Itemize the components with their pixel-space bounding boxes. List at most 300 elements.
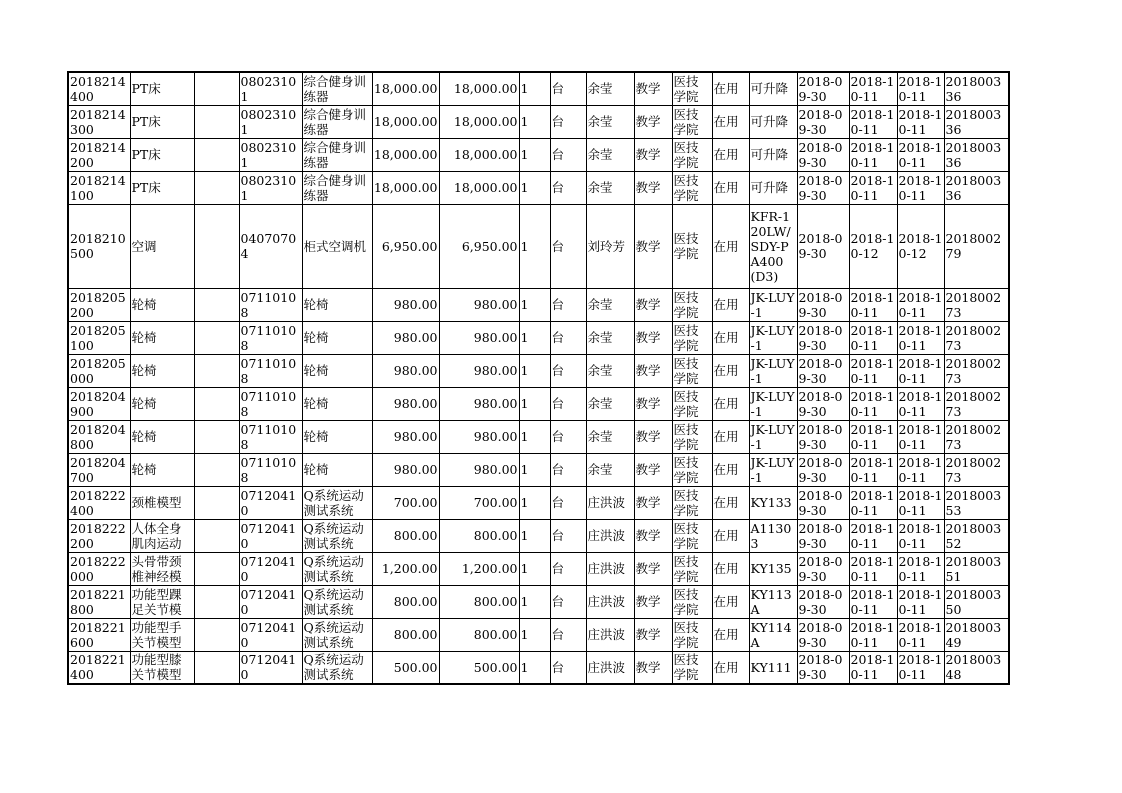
custodian-cell: 余莹 xyxy=(586,288,634,321)
asset-id-cell: 2018204700 xyxy=(68,453,130,486)
model-cell: 可升降 xyxy=(749,138,797,171)
table-row xyxy=(68,354,1009,387)
asset-name-cell: 颈椎模型 xyxy=(130,486,194,519)
record-date-cell: 2018-10-12 xyxy=(897,204,944,288)
unit-cell: 台 xyxy=(550,585,586,618)
asset-table-body xyxy=(68,72,1009,684)
unit-cell: 台 xyxy=(550,552,586,585)
status-cell: 在用 xyxy=(712,453,749,486)
category-name-cell: 轮椅 xyxy=(302,354,372,387)
status-cell: 在用 xyxy=(712,486,749,519)
total-price-cell: 980.00 xyxy=(439,354,519,387)
status-cell: 在用 xyxy=(712,651,749,684)
category-code-cell: 04070704 xyxy=(239,204,302,288)
table-row xyxy=(68,138,1009,171)
asset-id-cell: 2018214100 xyxy=(68,171,130,204)
usage-cell: 教学 xyxy=(634,105,672,138)
table-row xyxy=(68,387,1009,420)
blank-cell xyxy=(194,651,239,684)
document-no-cell: 201800273 xyxy=(944,453,1009,486)
custodian-cell: 庄洪波 xyxy=(586,585,634,618)
category-name-cell: 综合健身训练器 xyxy=(302,105,372,138)
quantity-cell: 1 xyxy=(519,519,550,552)
quantity-cell: 1 xyxy=(519,204,550,288)
blank-cell xyxy=(194,321,239,354)
custodian-cell: 余莹 xyxy=(586,138,634,171)
model-cell: KY111 xyxy=(749,651,797,684)
asset-id-cell: 2018214200 xyxy=(68,138,130,171)
category-code-cell: 07120410 xyxy=(239,651,302,684)
document-no-cell: 201800273 xyxy=(944,420,1009,453)
usage-cell: 教学 xyxy=(634,387,672,420)
usage-cell: 教学 xyxy=(634,585,672,618)
category-name-cell: Q系统运动测试系统 xyxy=(302,552,372,585)
category-code-cell: 08023101 xyxy=(239,138,302,171)
category-name-cell: Q系统运动测试系统 xyxy=(302,585,372,618)
usage-cell: 教学 xyxy=(634,486,672,519)
unit-price-cell: 700.00 xyxy=(372,486,439,519)
usage-cell: 教学 xyxy=(634,321,672,354)
department-cell: 医技学院 xyxy=(672,204,712,288)
blank-cell xyxy=(194,171,239,204)
asset-id-cell: 2018221600 xyxy=(68,618,130,651)
total-price-cell: 6,950.00 xyxy=(439,204,519,288)
total-price-cell: 18,000.00 xyxy=(439,72,519,105)
unit-price-cell: 1,200.00 xyxy=(372,552,439,585)
category-code-cell: 07120410 xyxy=(239,618,302,651)
unit-cell: 台 xyxy=(550,387,586,420)
purchase-date-cell: 2018-09-30 xyxy=(797,420,849,453)
category-code-cell: 07110108 xyxy=(239,354,302,387)
model-cell: A11303 xyxy=(749,519,797,552)
purchase-date-cell: 2018-09-30 xyxy=(797,321,849,354)
document-no-cell: 201800336 xyxy=(944,105,1009,138)
category-code-cell: 07110108 xyxy=(239,420,302,453)
custodian-cell: 余莹 xyxy=(586,453,634,486)
document-no-cell: 201800273 xyxy=(944,387,1009,420)
table-row xyxy=(68,552,1009,585)
purchase-date-cell: 2018-09-30 xyxy=(797,387,849,420)
purchase-date-cell: 2018-09-30 xyxy=(797,486,849,519)
document-no-cell: 201800273 xyxy=(944,288,1009,321)
status-cell: 在用 xyxy=(712,288,749,321)
quantity-cell: 1 xyxy=(519,585,550,618)
entry-date-cell: 2018-10-11 xyxy=(849,420,897,453)
quantity-cell: 1 xyxy=(519,420,550,453)
blank-cell xyxy=(194,519,239,552)
entry-date-cell: 2018-10-11 xyxy=(849,387,897,420)
purchase-date-cell: 2018-09-30 xyxy=(797,105,849,138)
unit-price-cell: 800.00 xyxy=(372,519,439,552)
category-name-cell: 综合健身训练器 xyxy=(302,72,372,105)
table-row xyxy=(68,420,1009,453)
document-no-cell: 201800279 xyxy=(944,204,1009,288)
quantity-cell: 1 xyxy=(519,618,550,651)
table-row xyxy=(68,486,1009,519)
blank-cell xyxy=(194,420,239,453)
usage-cell: 教学 xyxy=(634,453,672,486)
unit-price-cell: 980.00 xyxy=(372,288,439,321)
model-cell: JK-LUY-1 xyxy=(749,420,797,453)
status-cell: 在用 xyxy=(712,585,749,618)
department-cell: 医技学院 xyxy=(672,585,712,618)
quantity-cell: 1 xyxy=(519,354,550,387)
usage-cell: 教学 xyxy=(634,519,672,552)
category-code-cell: 08023101 xyxy=(239,171,302,204)
quantity-cell: 1 xyxy=(519,321,550,354)
asset-name-cell: 空调 xyxy=(130,204,194,288)
asset-id-cell: 2018222200 xyxy=(68,519,130,552)
asset-id-cell: 2018214300 xyxy=(68,105,130,138)
asset-name-cell: 轮椅 xyxy=(130,453,194,486)
category-name-cell: 轮椅 xyxy=(302,420,372,453)
entry-date-cell: 2018-10-11 xyxy=(849,288,897,321)
department-cell: 医技学院 xyxy=(672,453,712,486)
quantity-cell: 1 xyxy=(519,288,550,321)
status-cell: 在用 xyxy=(712,420,749,453)
status-cell: 在用 xyxy=(712,105,749,138)
unit-price-cell: 980.00 xyxy=(372,387,439,420)
custodian-cell: 余莹 xyxy=(586,171,634,204)
purchase-date-cell: 2018-09-30 xyxy=(797,651,849,684)
category-code-cell: 07120410 xyxy=(239,519,302,552)
department-cell: 医技学院 xyxy=(672,420,712,453)
total-price-cell: 18,000.00 xyxy=(439,105,519,138)
asset-table xyxy=(67,71,1010,685)
blank-cell xyxy=(194,105,239,138)
purchase-date-cell: 2018-09-30 xyxy=(797,204,849,288)
department-cell: 医技学院 xyxy=(672,321,712,354)
record-date-cell: 2018-10-11 xyxy=(898,289,943,320)
quantity-cell: 1 xyxy=(519,552,550,585)
blank-cell xyxy=(194,486,239,519)
record-date-cell: 2018-10-11 xyxy=(898,454,943,485)
total-price-cell: 18,000.00 xyxy=(439,138,519,171)
model-cell: 可升降 xyxy=(749,105,797,138)
document-no-cell: 201800352 xyxy=(944,519,1009,552)
purchase-date-cell: 2018-09-30 xyxy=(797,288,849,321)
unit-price-cell: 980.00 xyxy=(372,321,439,354)
record-date-cell: 2018-10-11 xyxy=(898,172,943,203)
usage-cell: 教学 xyxy=(634,72,672,105)
total-price-cell: 980.00 xyxy=(439,420,519,453)
asset-name-cell: 轮椅 xyxy=(130,420,194,453)
blank-cell xyxy=(194,288,239,321)
table-row xyxy=(68,453,1009,486)
custodian-cell: 庄洪波 xyxy=(586,618,634,651)
department-cell: 医技学院 xyxy=(672,138,712,171)
asset-name-cell: 头骨带颈椎神经模 xyxy=(130,552,194,585)
blank-cell xyxy=(194,204,239,288)
category-code-cell: 08023101 xyxy=(239,105,302,138)
total-price-cell: 800.00 xyxy=(439,519,519,552)
entry-date-cell: 2018-10-11 xyxy=(849,486,897,519)
document-no-cell: 201800273 xyxy=(944,354,1009,387)
unit-cell: 台 xyxy=(550,288,586,321)
model-cell: KY135 xyxy=(749,552,797,585)
document-no-cell: 201800336 xyxy=(944,72,1009,105)
model-cell: 可升降 xyxy=(749,72,797,105)
asset-id-cell: 2018204900 xyxy=(68,387,130,420)
unit-cell: 台 xyxy=(550,420,586,453)
total-price-cell: 700.00 xyxy=(439,486,519,519)
unit-price-cell: 18,000.00 xyxy=(372,138,439,171)
quantity-cell: 1 xyxy=(519,651,550,684)
asset-id-cell: 2018221800 xyxy=(68,585,130,618)
category-code-cell: 08023101 xyxy=(239,72,302,105)
custodian-cell: 余莹 xyxy=(586,105,634,138)
table-row xyxy=(68,651,1009,684)
unit-price-cell: 18,000.00 xyxy=(372,72,439,105)
blank-cell xyxy=(194,552,239,585)
asset-name-cell: PT床 xyxy=(130,105,194,138)
model-cell: 可升降 xyxy=(749,171,797,204)
asset-name-cell: PT床 xyxy=(130,72,194,105)
usage-cell: 教学 xyxy=(634,138,672,171)
blank-cell xyxy=(194,585,239,618)
unit-cell: 台 xyxy=(550,105,586,138)
usage-cell: 教学 xyxy=(634,354,672,387)
status-cell: 在用 xyxy=(712,354,749,387)
department-cell: 医技学院 xyxy=(672,354,712,387)
category-name-cell: Q系统运动测试系统 xyxy=(302,486,372,519)
category-code-cell: 07120410 xyxy=(239,552,302,585)
category-name-cell: 轮椅 xyxy=(302,288,372,321)
entry-date-cell: 2018-10-11 xyxy=(849,585,897,618)
entry-date-cell: 2018-10-11 xyxy=(849,321,897,354)
record-date-cell: 2018-10-11 xyxy=(898,520,943,551)
total-price-cell: 980.00 xyxy=(439,453,519,486)
status-cell: 在用 xyxy=(712,618,749,651)
category-name-cell: 柜式空调机 xyxy=(302,204,372,288)
blank-cell xyxy=(194,72,239,105)
custodian-cell: 余莹 xyxy=(586,72,634,105)
usage-cell: 教学 xyxy=(634,552,672,585)
table-row xyxy=(68,321,1009,354)
department-cell: 医技学院 xyxy=(672,171,712,204)
status-cell: 在用 xyxy=(712,204,749,288)
entry-date-cell: 2018-10-11 xyxy=(849,138,897,171)
category-name-cell: 综合健身训练器 xyxy=(302,138,372,171)
blank-cell xyxy=(194,354,239,387)
total-price-cell: 800.00 xyxy=(439,585,519,618)
asset-id-cell: 2018221400 xyxy=(68,651,130,684)
record-date-cell: 2018-10-11 xyxy=(898,139,943,170)
record-date-cell: 2018-10-11 xyxy=(898,388,943,419)
category-name-cell: Q系统运动测试系统 xyxy=(302,618,372,651)
status-cell: 在用 xyxy=(712,321,749,354)
document-no-cell: 201800350 xyxy=(944,585,1009,618)
model-cell: KFR-120LW/SDY-PA400(D3) xyxy=(749,204,797,288)
table-row xyxy=(68,204,1009,288)
record-date-cell: 2018-10-11 xyxy=(898,652,943,683)
purchase-date-cell: 2018-09-30 xyxy=(797,171,849,204)
category-name-cell: 轮椅 xyxy=(302,453,372,486)
custodian-cell: 庄洪波 xyxy=(586,651,634,684)
category-code-cell: 07110108 xyxy=(239,321,302,354)
category-name-cell: 轮椅 xyxy=(302,321,372,354)
model-cell: KY114A xyxy=(749,618,797,651)
record-date-cell: 2018-10-11 xyxy=(898,619,943,650)
document-no-cell: 201800273 xyxy=(944,321,1009,354)
model-cell: JK-LUY-1 xyxy=(749,321,797,354)
category-code-cell: 07110108 xyxy=(239,387,302,420)
blank-cell xyxy=(194,138,239,171)
category-code-cell: 07120410 xyxy=(239,486,302,519)
usage-cell: 教学 xyxy=(634,204,672,288)
purchase-date-cell: 2018-09-30 xyxy=(797,138,849,171)
usage-cell: 教学 xyxy=(634,420,672,453)
document-no-cell: 201800336 xyxy=(944,171,1009,204)
asset-name-cell: PT床 xyxy=(130,138,194,171)
asset-id-cell: 2018210500 xyxy=(68,204,130,288)
document-no-cell: 201800351 xyxy=(944,552,1009,585)
usage-cell: 教学 xyxy=(634,618,672,651)
custodian-cell: 余莹 xyxy=(586,387,634,420)
department-cell: 医技学院 xyxy=(672,552,712,585)
purchase-date-cell: 2018-09-30 xyxy=(797,585,849,618)
unit-cell: 台 xyxy=(550,618,586,651)
unit-cell: 台 xyxy=(550,519,586,552)
unit-price-cell: 800.00 xyxy=(372,618,439,651)
status-cell: 在用 xyxy=(712,138,749,171)
blank-cell xyxy=(194,618,239,651)
entry-date-cell: 2018-10-11 xyxy=(849,519,897,552)
unit-price-cell: 6,950.00 xyxy=(372,204,439,288)
table-row xyxy=(68,105,1009,138)
entry-date-cell: 2018-10-11 xyxy=(849,105,897,138)
asset-name-cell: 轮椅 xyxy=(130,288,194,321)
custodian-cell: 庄洪波 xyxy=(586,486,634,519)
table-row xyxy=(68,519,1009,552)
asset-name-cell: 人体全身肌肉运动 xyxy=(130,519,194,552)
unit-cell: 台 xyxy=(550,138,586,171)
quantity-cell: 1 xyxy=(519,105,550,138)
category-code-cell: 07110108 xyxy=(239,453,302,486)
asset-id-cell: 2018205100 xyxy=(68,321,130,354)
asset-name-cell: 功能型膝关节模型 xyxy=(130,651,194,684)
category-name-cell: 轮椅 xyxy=(302,387,372,420)
asset-id-cell: 2018205000 xyxy=(68,354,130,387)
quantity-cell: 1 xyxy=(519,171,550,204)
department-cell: 医技学院 xyxy=(672,288,712,321)
total-price-cell: 1,200.00 xyxy=(439,552,519,585)
asset-id-cell: 2018204800 xyxy=(68,420,130,453)
purchase-date-cell: 2018-09-30 xyxy=(797,519,849,552)
entry-date-cell: 2018-10-12 xyxy=(849,204,897,288)
unit-price-cell: 800.00 xyxy=(372,585,439,618)
total-price-cell: 980.00 xyxy=(439,387,519,420)
custodian-cell: 余莹 xyxy=(586,354,634,387)
unit-cell: 台 xyxy=(550,204,586,288)
total-price-cell: 800.00 xyxy=(439,618,519,651)
category-name-cell: Q系统运动测试系统 xyxy=(302,651,372,684)
table-row xyxy=(68,72,1009,105)
asset-name-cell: 功能型踝足关节模 xyxy=(130,585,194,618)
unit-cell: 台 xyxy=(550,354,586,387)
unit-cell: 台 xyxy=(550,453,586,486)
custodian-cell: 余莹 xyxy=(586,420,634,453)
purchase-date-cell: 2018-09-30 xyxy=(797,552,849,585)
purchase-date-cell: 2018-09-30 xyxy=(797,453,849,486)
department-cell: 医技学院 xyxy=(672,72,712,105)
document-no-cell: 201800353 xyxy=(944,486,1009,519)
record-date-cell: 2018-10-11 xyxy=(898,586,943,617)
record-date-cell: 2018-10-11 xyxy=(898,553,943,584)
document-no-cell: 201800348 xyxy=(944,651,1009,684)
usage-cell: 教学 xyxy=(634,288,672,321)
status-cell: 在用 xyxy=(712,552,749,585)
record-date-cell: 2018-10-11 xyxy=(898,355,943,386)
unit-price-cell: 500.00 xyxy=(372,651,439,684)
total-price-cell: 980.00 xyxy=(439,321,519,354)
unit-cell: 台 xyxy=(550,486,586,519)
entry-date-cell: 2018-10-11 xyxy=(849,72,897,105)
custodian-cell: 刘玲芳 xyxy=(586,204,634,288)
department-cell: 医技学院 xyxy=(672,651,712,684)
category-code-cell: 07110108 xyxy=(239,288,302,321)
purchase-date-cell: 2018-09-30 xyxy=(797,618,849,651)
unit-price-cell: 980.00 xyxy=(372,354,439,387)
department-cell: 医技学院 xyxy=(672,486,712,519)
model-cell: JK-LUY-1 xyxy=(749,453,797,486)
table-row xyxy=(68,171,1009,204)
total-price-cell: 980.00 xyxy=(439,288,519,321)
blank-cell xyxy=(194,387,239,420)
custodian-cell: 庄洪波 xyxy=(586,552,634,585)
category-code-cell: 07120410 xyxy=(239,585,302,618)
quantity-cell: 1 xyxy=(519,486,550,519)
department-cell: 医技学院 xyxy=(672,618,712,651)
total-price-cell: 500.00 xyxy=(439,651,519,684)
entry-date-cell: 2018-10-11 xyxy=(849,171,897,204)
asset-name-cell: 轮椅 xyxy=(130,354,194,387)
unit-price-cell: 18,000.00 xyxy=(372,105,439,138)
purchase-date-cell: 2018-09-30 xyxy=(797,72,849,105)
custodian-cell: 庄洪波 xyxy=(586,519,634,552)
quantity-cell: 1 xyxy=(519,387,550,420)
unit-cell: 台 xyxy=(550,321,586,354)
quantity-cell: 1 xyxy=(519,453,550,486)
department-cell: 医技学院 xyxy=(672,105,712,138)
model-cell: KY133 xyxy=(749,486,797,519)
asset-name-cell: 轮椅 xyxy=(130,321,194,354)
entry-date-cell: 2018-10-11 xyxy=(849,552,897,585)
record-date-cell: 2018-10-11 xyxy=(898,106,943,137)
unit-cell: 台 xyxy=(550,651,586,684)
unit-cell: 台 xyxy=(550,171,586,204)
entry-date-cell: 2018-10-11 xyxy=(849,453,897,486)
custodian-cell: 余莹 xyxy=(586,321,634,354)
quantity-cell: 1 xyxy=(519,72,550,105)
status-cell: 在用 xyxy=(712,387,749,420)
table-row xyxy=(68,585,1009,618)
unit-price-cell: 980.00 xyxy=(372,453,439,486)
total-price-cell: 18,000.00 xyxy=(439,171,519,204)
unit-price-cell: 18,000.00 xyxy=(372,171,439,204)
asset-id-cell: 2018205200 xyxy=(68,288,130,321)
purchase-date-cell: 2018-09-30 xyxy=(797,354,849,387)
asset-name-cell: 功能型手关节模型 xyxy=(130,618,194,651)
model-cell: JK-LUY-1 xyxy=(749,288,797,321)
usage-cell: 教学 xyxy=(634,651,672,684)
record-date-cell: 2018-10-11 xyxy=(898,421,943,452)
status-cell: 在用 xyxy=(712,171,749,204)
category-name-cell: 综合健身训练器 xyxy=(302,171,372,204)
asset-id-cell: 2018214400 xyxy=(68,72,130,105)
record-date-cell: 2018-10-11 xyxy=(898,322,943,353)
status-cell: 在用 xyxy=(712,72,749,105)
